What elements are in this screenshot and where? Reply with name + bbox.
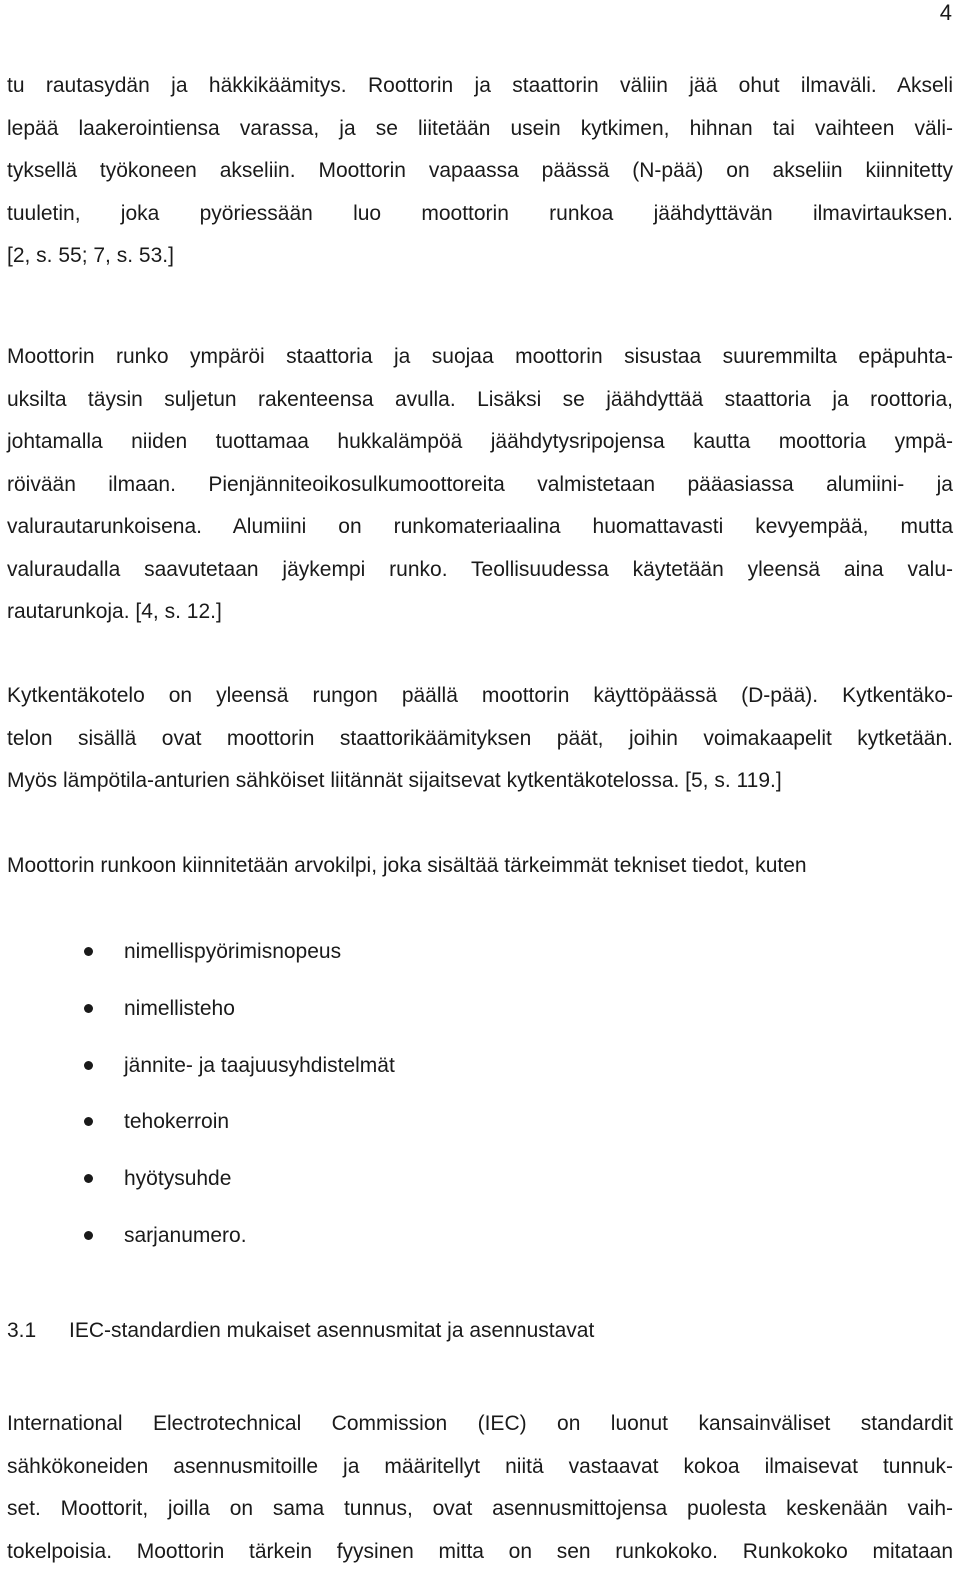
bullet-icon	[84, 1231, 93, 1240]
paragraph-rating-plate	[7, 845, 953, 888]
list-item	[0, 988, 960, 1045]
list-item-label: hyötysuhde	[124, 1167, 232, 1191]
text-line: Kytkentäkotelo on yleensä rungon päällä moottorin käyttöpäässä (D-pää). Kytkentäko-	[7, 684, 953, 707]
text-line: valuraudalla saavutetaan jäykempi runko. Teollisuudessa käytetään yleensä aina valu-	[7, 557, 953, 581]
paragraph-rotor-shaft	[7, 65, 953, 278]
text-line: tu rautasydän ja häkkikäämitys. Roottorin ja staattorin väliin jää ohut ilmaväli. Akseli	[7, 74, 953, 97]
text-line: Myös lämpötila-anturien sähköiset liitännät sijaitsevat kytkentäkotelossa. [5, s. 119.]	[7, 769, 782, 792]
list-item-label: sarjanumero.	[124, 1223, 247, 1247]
text-line: rautarunkoja. [4, s. 12.]	[7, 600, 222, 623]
text-line: tyksellä työkoneen akseliin. Moottorin vapaassa päässä (N-pää) on akseliin kiinnitetty	[7, 159, 953, 182]
bullet-icon	[84, 1174, 93, 1183]
text-line: valurautarunkoisena. Alumiini on runkomateriaalina huomattavasti kevyempää, mutta	[7, 515, 953, 538]
page-number: 4	[939, 0, 952, 25]
section-heading	[7, 1310, 594, 1352]
bullet-icon	[84, 1061, 93, 1070]
list-item-label: tehokerroin	[124, 1110, 230, 1134]
text-line: Moottorin runkoon kiinnitetään arvokilpi, joka sisältää tärkeimmät tekniset tiedot, kuten	[7, 854, 807, 877]
paragraph-terminal-box	[7, 675, 953, 803]
text-line: set. Moottorit, joilla on sama tunnus, ovat asennusmittojensa puolesta keskenään vaih-	[7, 1497, 953, 1520]
text-line: tuuletin, joka pyöriessään luo moottorin runkoa jäähdyttävän ilmavirtauksen.	[7, 201, 953, 225]
text-line: uksilta täysin suljetun rakenteensa avulla. Lisäksi se jäähdyttää staattoria ja roottoria,	[7, 387, 953, 411]
list-item	[0, 931, 960, 988]
list-item	[0, 1101, 960, 1158]
text-line: röivään ilmaan. Pienjänniteoikosulkumoottoreita valmistetaan pääasiassa alumiini- ja	[7, 472, 953, 496]
list-item-label: nimellispyörimisnopeus	[124, 940, 342, 963]
text-line: Moottorin runko ympäröi staattoria ja suojaa moottorin sisustaa suuremmilta epäpuhta-	[7, 345, 953, 368]
bullet-icon	[84, 1004, 93, 1013]
bullet-icon	[84, 1117, 93, 1126]
text-line: johtamalla niiden tuottamaa hukkalämpöä jäähdytysripojensa kautta moottoria ympä-	[7, 430, 953, 453]
section-number: 3.1	[7, 1319, 37, 1342]
list-item	[0, 1215, 960, 1272]
text-line: International Electrotechnical Commission (IEC) on luonut kansainväliset standardit	[7, 1412, 953, 1435]
rating-plate-list	[0, 931, 960, 1272]
list-item-label: nimellisteho	[124, 996, 235, 1020]
bullet-icon	[84, 947, 93, 956]
text-line: sähkökoneiden asennusmitoille ja määritellyt niitä vastaavat kokoa ilmaisevat tunnuk-	[7, 1454, 953, 1478]
text-line: [2, s. 55; 7, s. 53.]	[7, 244, 174, 267]
list-item	[0, 1045, 960, 1102]
section-title: IEC-standardien mukaiset asennusmitat ja asennustavat	[69, 1319, 595, 1342]
text-line: tokelpoisia. Moottorin tärkein fyysinen mitta on sen runkokoko. Runkokoko mitataan	[7, 1539, 953, 1563]
text-line: lepää laakerointiensa varassa, ja se liitetään usein kytkimen, hihnan tai vaihteen väli-	[7, 116, 953, 140]
list-item	[0, 1158, 960, 1215]
list-item-label: jännite- ja taajuusyhdistelmät	[124, 1053, 395, 1077]
paragraph-iec-standard	[7, 1403, 953, 1573]
text-line: telon sisällä ovat moottorin staattorikäämityksen päät, joihin voimakaapelit kytketään.	[7, 726, 953, 750]
paragraph-motor-frame	[7, 336, 953, 634]
